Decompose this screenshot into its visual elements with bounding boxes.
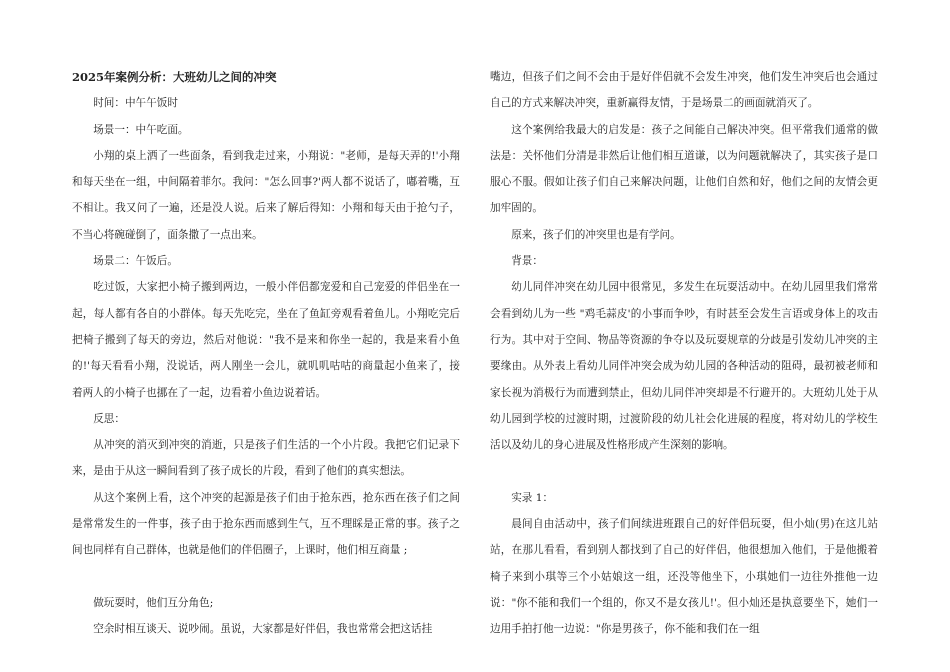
- continued-paragraph: 嘴边，但孩子们之间不会由于是好伴侣就不会发生冲突，他们发生冲突后也会通过自己的方式来解决冲突，重新赢得友情，于是场景二的画面就消灭了。: [490, 71, 878, 110]
- left-column: [72, 64, 460, 643]
- reflection-paragraph-1: 从冲突的消灭到冲突的消逝，只是孩子们生活的一个小片段。我把它们记录下来，是由于从这一瞬间看到了孩子成长的片段，看到了他们的真实想法。: [72, 439, 460, 478]
- blank-line: [72, 564, 460, 590]
- record-one-paragraph: 晨间自由活动中，孩子们间续进班跟自己的好伴侣玩耍，但小灿(男)在这儿站站，在那儿看看，看到别人都找到了自己的好伴侣，他很想加入他们，于是他搬着椅子来到小琪等三个小姑娘这一组，还没等他坐下，小琪她们一边往外推他一边说："你不能和我们一个组的，你又不是女孩儿!'。但小灿还是执意要坐下，她们一边用手拍打他一边说："你是男孩子，你不能和我们在一组: [490, 518, 878, 636]
- scene-one-heading: 场景一：中午吃面。: [93, 123, 189, 136]
- background-heading: 背景：: [511, 255, 543, 268]
- conclusion-line: 原来，孩子们的冲突里也是有学问。: [511, 228, 681, 241]
- scene-one-paragraph: 小翔的桌上洒了一些面条，看到我走过来，小翔说："老师，是每天弄的!'小翔和每天坐在一组，中间隔着菲尔。我问："怎么回事?'两人都不说话了，嘟着嘴，互不相让。我又问了一遍，还是没人说。后来了解后得知：小翔和每天由于抢勺子，不当心将碗碰倒了，面条撒了一点出来。: [72, 149, 460, 241]
- scene-two-paragraph: 吃过饭，大家把小椅子搬到两边，一般小伴侣都宠爱和自己宠爱的伴侣坐在一起，每人都有各自的小群体。每天先吃完，坐在了鱼缸旁观看着鱼儿。小翔吃完后把椅子搬到了每天的旁边，然后对他说："我不是来和你坐一起的，我是来看小鱼的!'每天看看小翔，没说话，两人刚坐一会儿，就叽叽咕咕的商量起小鱼来了，接着两人的小椅子也挪在了一起，边看着小鱼边说着话。: [72, 281, 460, 399]
- insight-paragraph: 这个案例给我最大的启发是：孩子之间能自己解决冲突。但平常我们通常的做法是：关怀他们分清是非然后让他们相互道谦，以为问题就解决了，其实孩子是口服心不服。假如让孩子们自己来解决问题，让他们自然和好，他们之间的友情会更加牢固的。: [490, 123, 878, 215]
- blank-line: [490, 458, 878, 484]
- reflection-heading: 反思：: [93, 412, 125, 425]
- reflection-paragraph-4: 空余时相互谈天、说吵闹。虽说，大家都是好伴侣，我也常常会把这话挂: [93, 623, 433, 636]
- record-one-heading: 实录 1：: [511, 491, 554, 504]
- reflection-paragraph-3: 做玩耍时，他们互分角色;: [93, 596, 214, 609]
- background-paragraph: 幼儿同伴冲突在幼儿园中很常见，多发生在玩耍活动中。在幼儿园里我们常常会看到幼儿为一些 "鸡毛蒜皮'的小事而争吵，有时甚至会发生言语或身体上的攻击行为。其中对于空间、物品等资源的争夺以及玩耍规章的分歧是引发幼儿冲突的主要缘由。从外表上看幼儿同伴冲突会成为幼儿园的各种活动的阻碍，最初被老师和家长视为消极行为而遭到禁止，但幼儿同伴冲突却是不行避开的。大班幼儿处于从幼儿园到学校的过渡时期，过渡阶段的幼儿社会化进展的程度，将对幼儿的学校生活以及幼儿的身心进展及性格形成产生深刻的影响。: [490, 281, 878, 452]
- scene-two-heading: 场景二：午饭后。: [93, 255, 178, 268]
- right-column: [490, 64, 878, 643]
- time-line: 时间：中午午饭时: [93, 97, 178, 110]
- document-title: 2025年案例分析：大班幼儿之间的冲突: [72, 70, 277, 84]
- reflection-paragraph-2: 从这个案例上看，这个冲突的起源是孩子们由于抢东西，抢东西在孩子们之间是常常发生的一件事，孩子由于抢东西而感到生气，互不理睬是正常的事。孩子之间也同样有自己群体，也就是他们的伴侣圈子，上课时，他们相互商量 ;: [72, 491, 460, 557]
